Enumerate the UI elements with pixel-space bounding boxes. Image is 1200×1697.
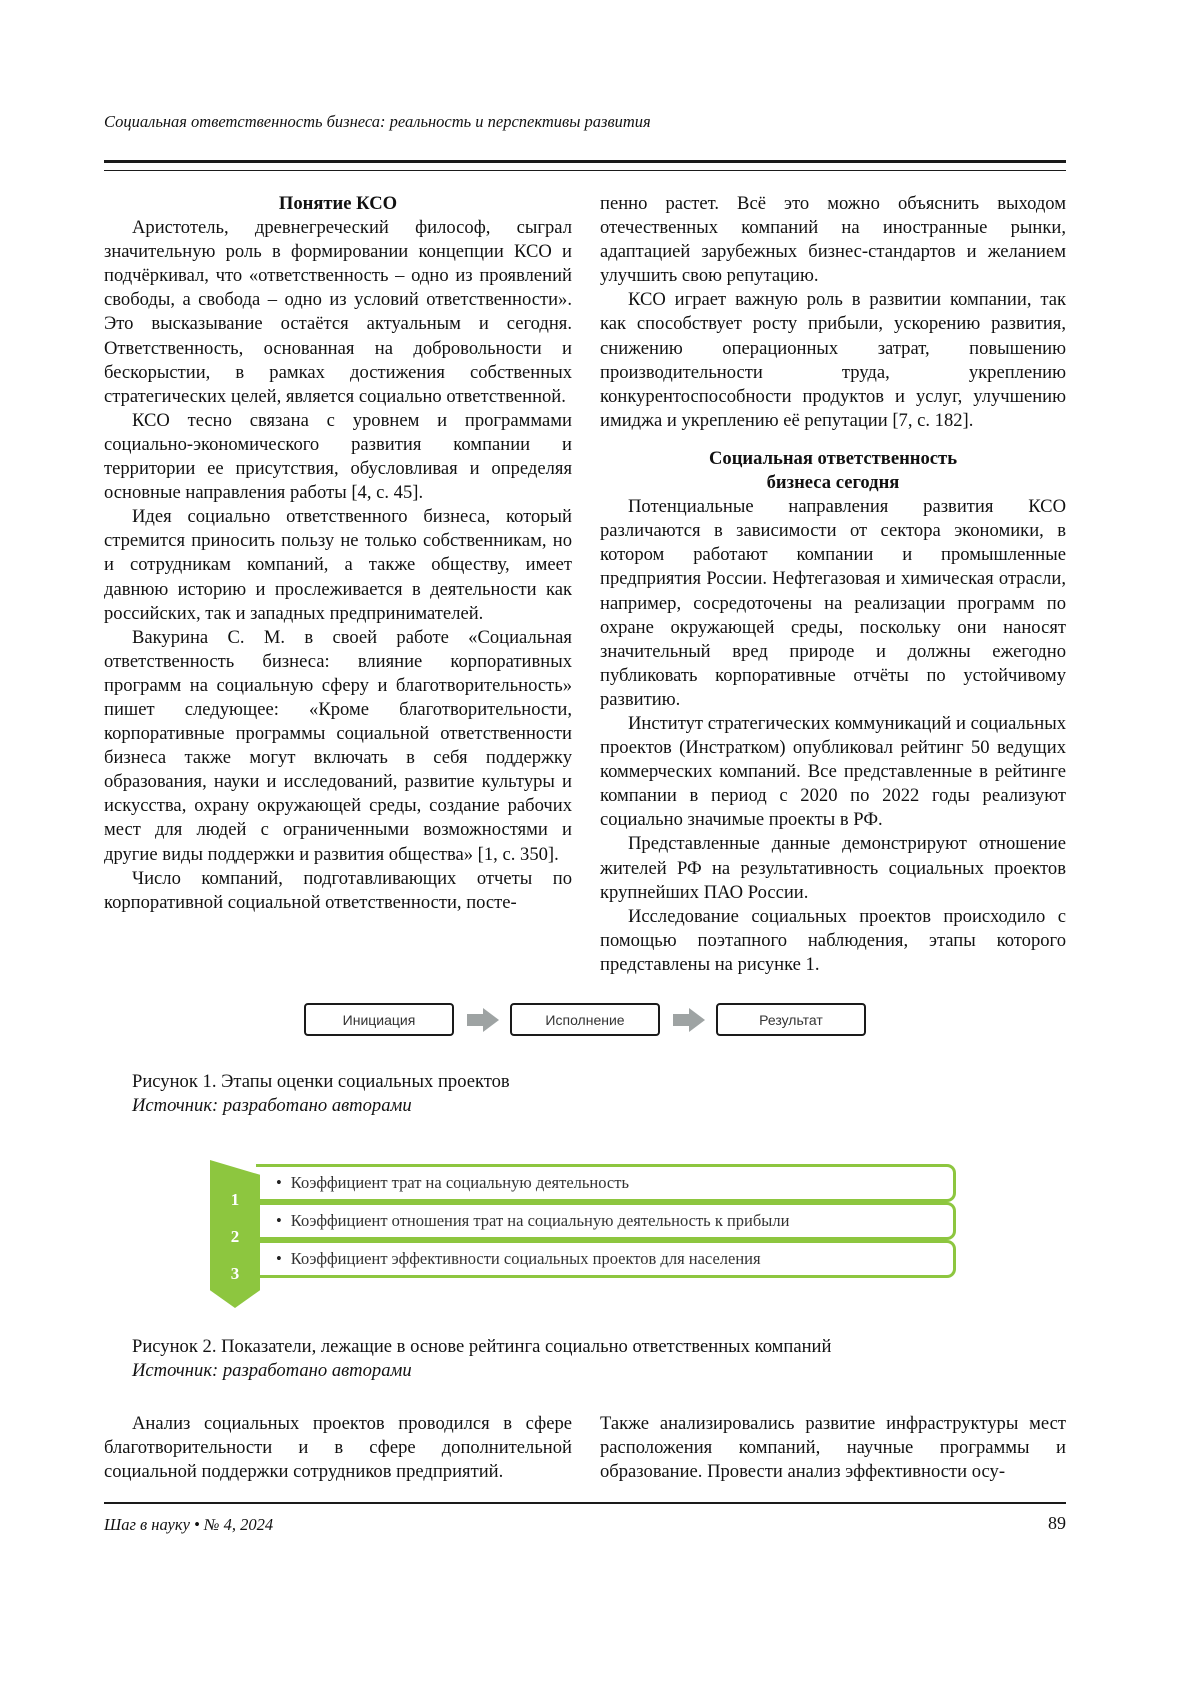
caption-title: Рисунок 1. Этапы оценки социальных проектов: [132, 1071, 510, 1092]
paragraph: Институт стратегических коммуникаций и социальных проектов (Инстратком) опубликовал рейтинг 50 ведущих коммерческих компаний. Все представленные в рейтинге компании в период с 2020 по 2022 годы реализуют социально значимые проекты в РФ.: [600, 712, 1066, 831]
indicator-label: Коэффициент эффективности социальных проектов для населения: [290, 1249, 761, 1268]
caption-source: Источник: разработано авторами: [132, 1095, 412, 1116]
stage-result: Результат: [716, 1003, 866, 1036]
paragraph: Исследование социальных проектов происходило с помощью поэтапного наблюдения, этапы которого представлены на рисунке 1.: [600, 905, 1066, 975]
paragraph: Потенциальные направления развития КСО различаются в зависимости от сектора экономики, в котором работают компании и промышленные предприятия России. Нефтегазовая и химическая отрасли, например, сосредоточены на реализации программ по охране окружающей среды, поскольку они наносят значительный вред природе и должны ежегодно публиковать корпоративные отчёты по устойчивому развитию.: [600, 496, 1066, 710]
paragraph: Число компаний, подготавливающих отчеты по корпоративной социальной ответственности, посте-: [104, 867, 572, 913]
right-column-top: [600, 192, 1066, 977]
section-heading-today-line2: бизнеса сегодня: [766, 472, 900, 494]
paragraph: Представленные данные демонстрируют отношение жителей РФ на результативность социальных проектов крупнейших ПАО России.: [600, 833, 1066, 903]
bullet: •: [276, 1211, 282, 1230]
step-number: 2: [230, 1227, 240, 1246]
paragraph-continuation: пенно растет. Всё это можно объяснить выходом отечественных компаний на иностранные рынки, адаптацией зарубежных бизнес-стандартов и желанием улучшить свою репутацию.: [600, 193, 1066, 287]
bullet: •: [276, 1249, 282, 1268]
paragraph: Аристотель, древнегреческий философ, сыграл значительную роль в формировании концепции КСО и подчёркивал, что «ответственность – одно из проявлений свободы, а свобода – одно из условий ответственности». Это высказывание остаётся актуальным и сегодня. Ответственность, основанная на добровольности и бескорыстии, в рамках достижения собственных стратегических целей, является социально ответственной.: [104, 217, 572, 407]
figure-2-diagram: [210, 1160, 966, 1310]
footer-rule: [104, 1502, 1066, 1504]
paragraph: Идея социально ответственного бизнеса, который стремится приносить пользу не только собственникам, но и сотрудникам компаний, а также обществу, имеет давнюю историю и прослеживается в деятельности как российских, так и западных предпринимателей.: [104, 506, 572, 624]
header-rule: [104, 160, 1066, 171]
left-column-bottom: [104, 1412, 572, 1484]
right-column-bottom: [600, 1412, 1066, 1484]
page-number: 89: [1048, 1513, 1066, 1533]
paragraph: Анализ социальных проектов проводился в сфере благотворительности и в сфере дополнительной социальной поддержки сотрудников предприятий.: [104, 1413, 572, 1483]
figure-1-diagram: [304, 1003, 868, 1037]
indicator-row: [256, 1202, 956, 1240]
caption-source: Источник: разработано авторами: [132, 1360, 412, 1381]
caption-title: Рисунок 2. Показатели, лежащие в основе рейтинга социально ответственных компаний: [132, 1336, 832, 1357]
figure-2-caption: [132, 1335, 831, 1383]
indicator-row: [256, 1240, 956, 1278]
figure-1-caption: [132, 1070, 510, 1118]
spacer: [600, 433, 1066, 447]
paragraph: Вакурина С. М. в своей работе «Социальная ответственность бизнеса: влияние корпоративных программ на социальную сферу и благотворительность» пишет следующее: «Кроме благотворительности, корпоративные программы социальной ответственности бизнеса также могут включать в себя поддержку образования, науки и исследований, развитие культуры и искусства, охрану окружающей среды, создание рабочих мест для людей с ограниченными возможностями и другие виды поддержки и развития общества» [1, с. 350].: [104, 626, 572, 865]
journal-footer: Шаг в науку • № 4, 2024: [104, 1515, 274, 1534]
indicator-label: Коэффициент отношения трат на социальную деятельность к прибыли: [290, 1211, 790, 1230]
step-number: 1: [230, 1190, 240, 1209]
indicator-label: Коэффициент трат на социальную деятельность: [290, 1173, 629, 1192]
bullet: •: [276, 1173, 282, 1192]
step-number: 3: [230, 1264, 240, 1283]
section-heading-kso: Понятие КСО: [278, 193, 398, 214]
stage-execution: Исполнение: [510, 1003, 660, 1036]
paragraph: КСО тесно связана с уровнем и программами социально-экономического развития компании и территории ее присутствия, обусловливая и определяя основные направления работы [4, с. 45].: [104, 409, 572, 504]
section-heading-today-line1: Социальная ответственность: [708, 447, 958, 469]
left-column-top: [104, 192, 572, 915]
running-head: Социальная ответственность бизнеса: реальность и перспективы развития: [104, 112, 651, 131]
paragraph: Также анализировались развитие инфраструктуры мест расположения компаний, научные программы и образование. Провести анализ эффективности осу-: [600, 1413, 1066, 1483]
indicator-row: [256, 1164, 956, 1202]
paragraph: КСО играет важную роль в развитии компании, так как способствует росту прибыли, ускорению развития, снижению операционных затрат, повышению производительности труда, укреплению конкурентоспособности продуктов и услуг, улучшению имиджа и укреплению её репутации [7, с. 182].: [600, 289, 1066, 431]
stage-initiation: Инициация: [304, 1003, 454, 1036]
